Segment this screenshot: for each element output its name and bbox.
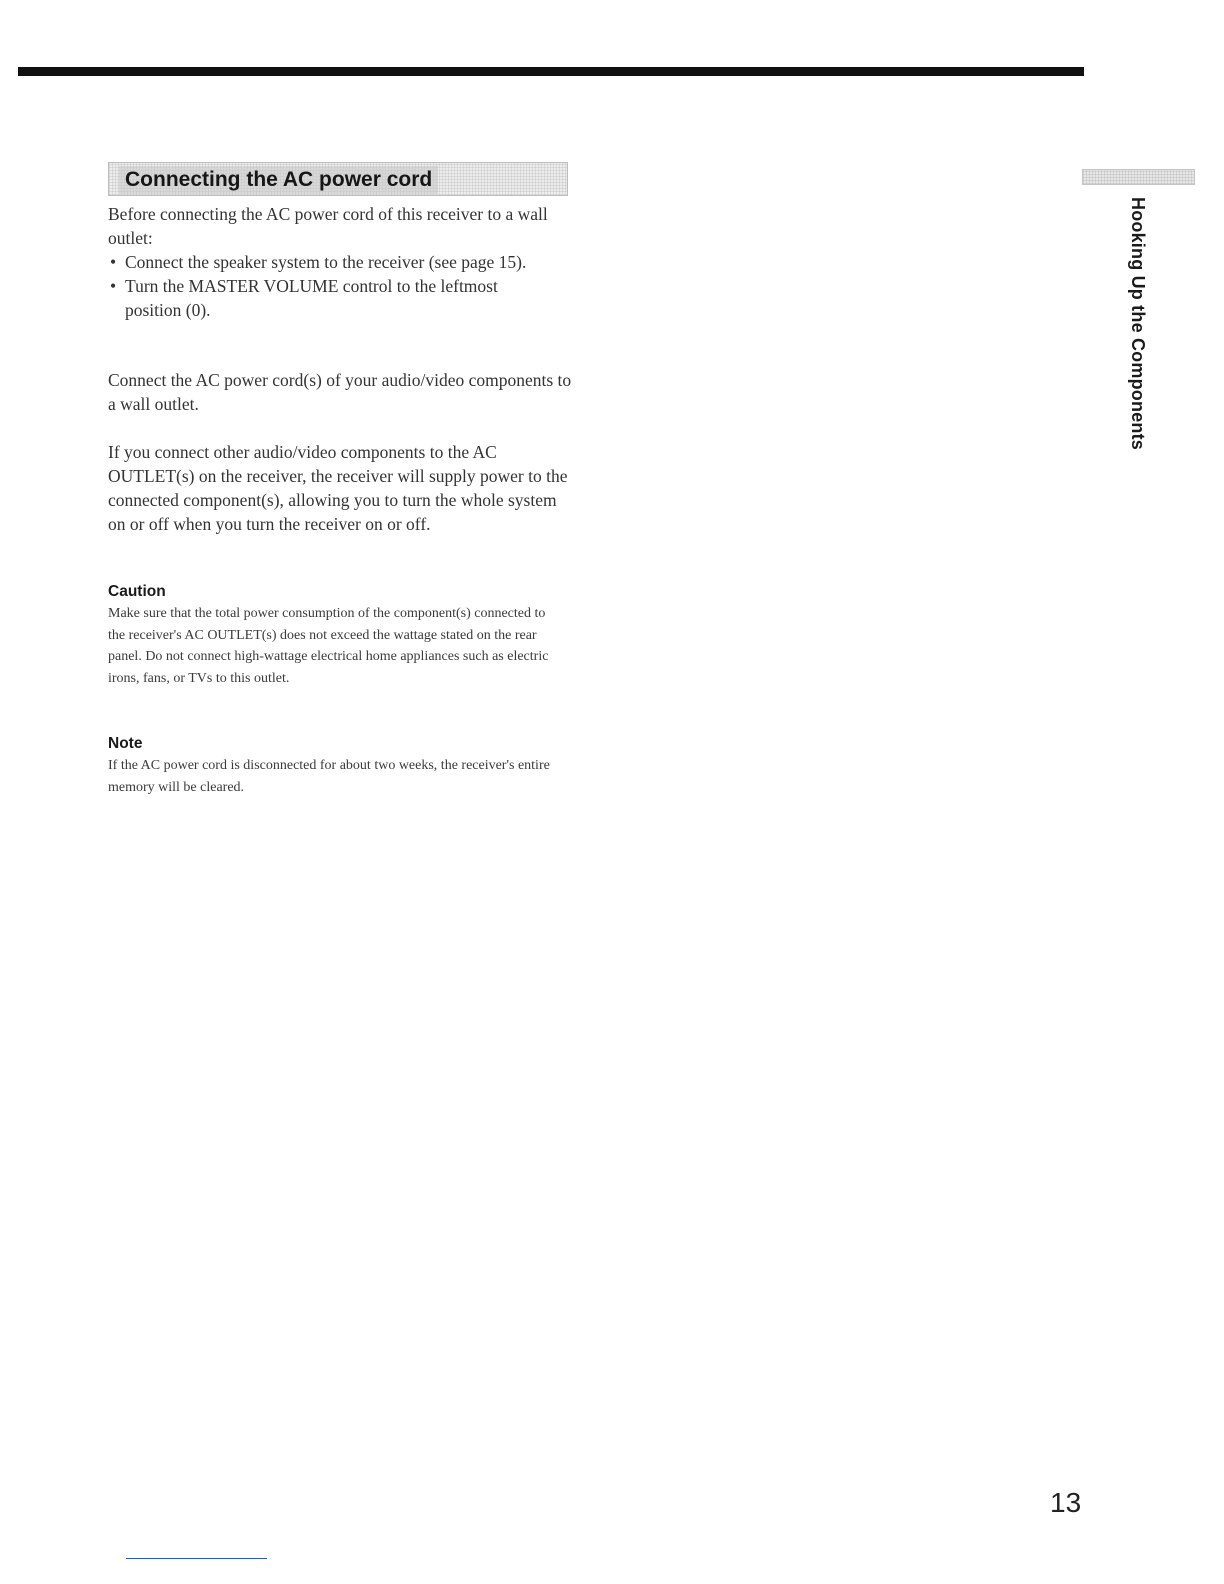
body-paragraph: Connect the AC power cord(s) of your audio/video components to a wall outlet. <box>108 370 572 414</box>
section-heading-title: Connecting the AC power cord <box>119 166 438 194</box>
section-heading <box>108 162 568 196</box>
bullet-mark: • <box>110 276 117 296</box>
body-paragraph: If you connect other audio/video components to the AC OUTLET(s) on the receiver, the receiver will supply power to the connected component(s), allowing you to turn the whole system on or off when you turn the receiver on or off. <box>108 442 568 534</box>
note-text: If the AC power cord is disconnected for about two weeks, the receiver's entire memory will be cleared. <box>108 758 550 795</box>
list-item <box>108 274 548 322</box>
side-tab-label: Hooking Up the Components <box>1128 197 1148 450</box>
footer-line <box>126 1558 267 1559</box>
bullet-list <box>108 250 548 322</box>
intro-paragraph: Before connecting the AC power cord of this receiver to a wall outlet: <box>108 204 548 248</box>
list-item <box>108 250 548 274</box>
caution-text: Make sure that the total power consumption of the component(s) connected to the receiver's AC OUTLET(s) does not exceed the wattage stated on the rear panel. Do not connect high-wattage electrical home appliances such as electric irons, fans, or TVs to this outlet. <box>108 606 549 687</box>
caution-heading: Caution <box>108 583 166 600</box>
bullet-mark: • <box>110 252 117 272</box>
top-rule <box>18 67 1084 76</box>
side-tab-marker <box>1082 169 1195 185</box>
note-heading: Note <box>108 735 143 752</box>
list-item-text: Turn the MASTER VOLUME control to the leftmost position (0). <box>125 276 498 320</box>
page-number: 13 <box>1050 1487 1082 1518</box>
list-item-text: Connect the speaker system to the receiver (see page 15). <box>125 252 527 272</box>
